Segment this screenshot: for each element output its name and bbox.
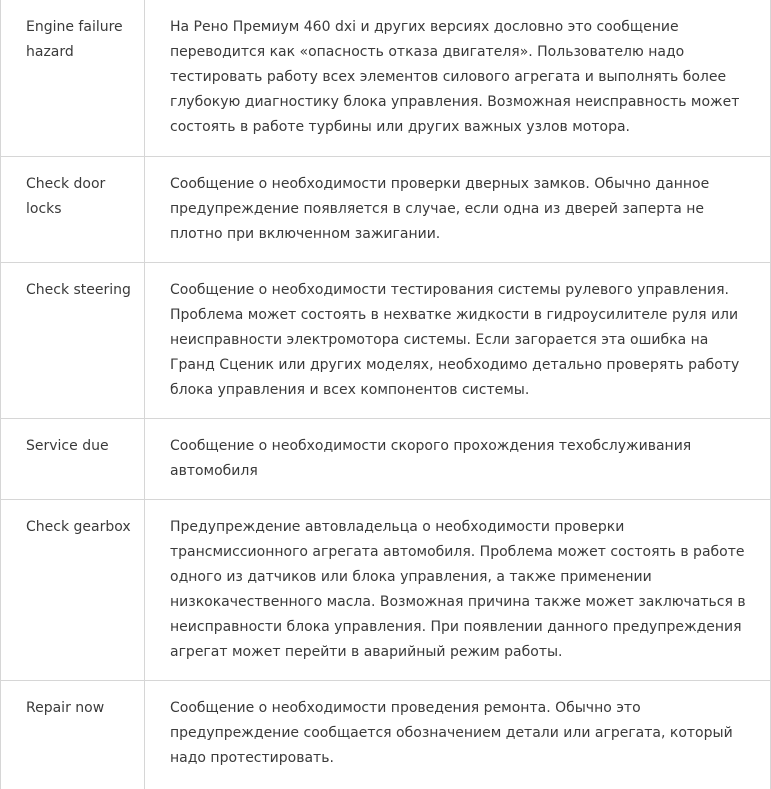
- table-row: [1, 419, 770, 500]
- table-row: [1, 681, 770, 789]
- table-row: [1, 263, 770, 419]
- table-row: [1, 157, 770, 263]
- description-cell: Сообщение о необходимости проверки дверных замков. Обычно данное предупреждение появляется в случае, если одна из дверей заперта не плотно при включенном зажигании.: [170, 176, 710, 242]
- table-row: [1, 500, 770, 681]
- table-row: [1, 0, 770, 157]
- term-cell: Engine failure hazard: [1, 0, 145, 156]
- term-cell: Check steering: [1, 263, 145, 418]
- term-cell: Service due: [1, 419, 145, 499]
- term-cell: Repair now: [1, 681, 145, 789]
- description-cell: Сообщение о необходимости скорого прохождения техобслуживания автомобиля: [170, 438, 692, 479]
- description-cell: Сообщение о необходимости тестирования системы рулевого управления. Проблема может состоять в нехватке жидкости в гидроусилителе руля или неисправности электромотора системы. Если загорается эта ошибка на Гранд Сценик или других моделях, необходимо детально проверять работу блока управления и всех компонентов системы.: [170, 282, 740, 398]
- term-cell: Check door locks: [1, 157, 145, 262]
- description-cell: На Рено Премиум 460 dxi и других версиях дословно это сообщение переводится как «опасность отказа двигателя». Пользователю надо тестировать работу всех элементов силового агрегата и выполнять более глубокую диагностику блока управления. Возможная неисправность может состоять в работе турбины или других важных узлов мотора.: [170, 19, 740, 135]
- term-cell: Check gearbox: [1, 500, 145, 680]
- description-cell: Сообщение о необходимости проведения ремонта. Обычно это предупреждение сообщается обозначением детали или агрегата, который надо протестировать.: [170, 700, 733, 766]
- description-cell: Предупреждение автовладельца о необходимости проверки трансмиссионного агрегата автомобиля. Проблема может состоять в работе одного из датчиков или блока управления, а также применении низкокачественного масла. Возможная причина также может заключаться в неисправности блока управления. При появлении данного предупреждения агрегат может перейти в аварийный режим работы.: [170, 519, 746, 660]
